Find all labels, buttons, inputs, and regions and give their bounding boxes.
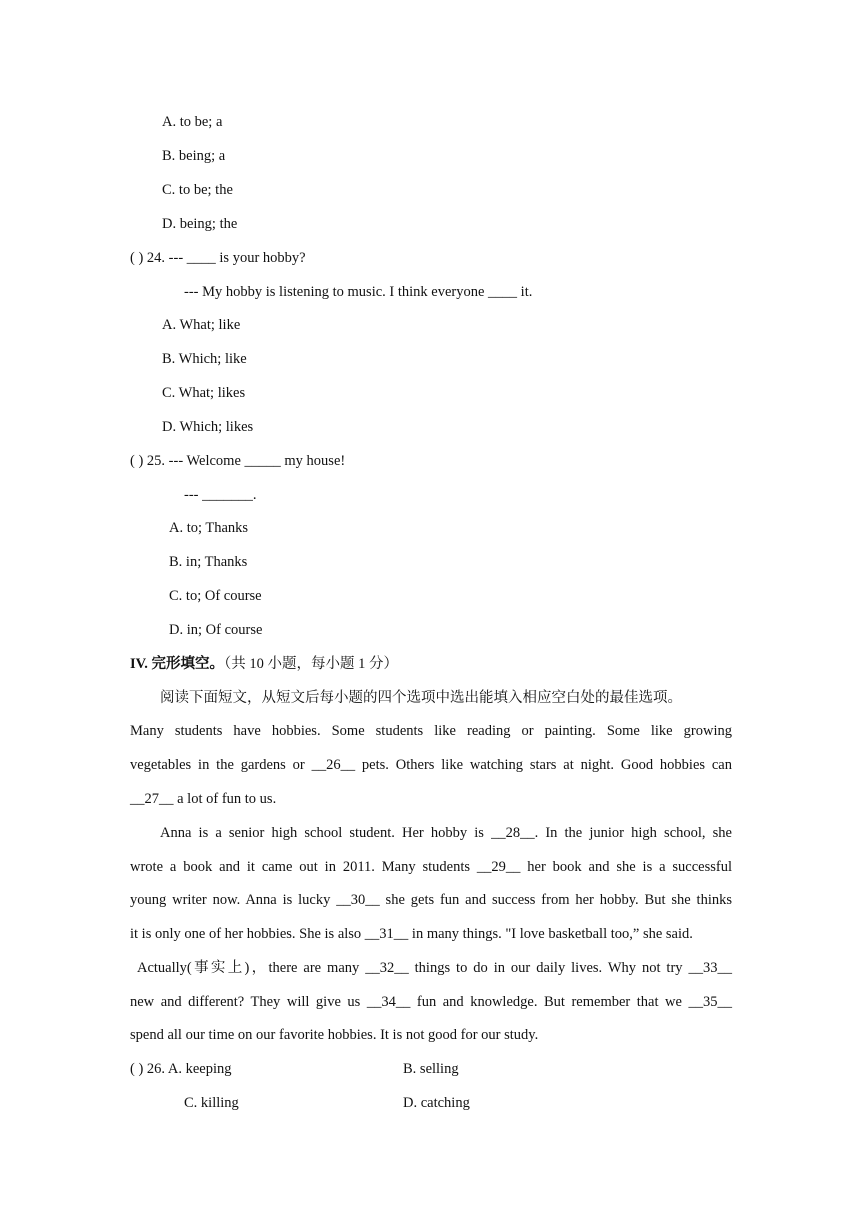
passage-line: vegetables in the gardens or __26__ pets. Others like watching stars at night. Good hobbies can (130, 757, 732, 773)
section-heading-bold: IV. 完形填空。 (130, 656, 224, 672)
q24-option-b: B. Which; like (162, 351, 247, 367)
q23-option-b: B. being; a (162, 148, 226, 164)
q24-option-a: A. What; like (162, 317, 241, 333)
passage-line: __27__ a lot of fun to us. (130, 791, 277, 807)
q23-option-a: A. to be; a (162, 114, 223, 130)
passage-line: it is only one of her hobbies. She is also __31__ in many things. "I love basketball too,” she said. (130, 926, 693, 942)
passage-line: spend all our time on our favorite hobbies. It is not good for our study. (130, 1027, 539, 1043)
q24-option-d: D. Which; likes (162, 419, 254, 435)
q26-stem: ( ) 26. A. keeping (130, 1061, 232, 1077)
q25-option-c: C. to; Of course (169, 588, 262, 604)
q25-option-d: D. in; Of course (169, 622, 263, 638)
q24-stem: ( ) 24. --- ____ is your hobby? (130, 250, 306, 266)
passage-line: new and different? They will give us __34__ fun and knowledge. But remember that we __35__ (130, 994, 732, 1010)
q26-option-d: D. catching (403, 1095, 470, 1111)
q23-option-d: D. being; the (162, 216, 238, 232)
section-heading (130, 655, 398, 673)
q26-option-b: B. selling (403, 1061, 459, 1077)
q23-option-c: C. to be; the (162, 182, 233, 198)
q24-option-c: C. What; likes (162, 385, 246, 401)
q26-option-c: C. killing (184, 1095, 239, 1111)
passage-line: wrote a book and it came out in 2011. Many students __29__ her book and she is a successful (130, 859, 732, 875)
section-instruction: 阅读下面短文，从短文后每小题的四个选项中选出能填入相应空白处的最佳选项。 (160, 690, 682, 706)
q24-reply: --- My hobby is listening to music. I think everyone ____ it. (184, 284, 533, 300)
passage-line: Actually(事实上)，there are many __32__ things to do in our daily lives. Why not try __33__ (137, 960, 732, 976)
section-heading-rest: （共 10 小题，每小题 1 分） (224, 656, 398, 672)
q25-option-b: B. in; Thanks (169, 554, 248, 570)
passage-line: young writer now. Anna is lucky __30__ she gets fun and success from her hobby. But she thinks (130, 892, 732, 908)
passage-line: Anna is a senior high school student. Her hobby is __28__. In the junior high school, she (160, 825, 732, 841)
passage-line: Many students have hobbies. Some students like reading or painting. Some like growing (130, 723, 732, 739)
q25-reply: --- _______. (184, 487, 257, 503)
q25-option-a: A. to; Thanks (169, 520, 249, 536)
q25-stem: ( ) 25. --- Welcome _____ my house! (130, 453, 346, 469)
